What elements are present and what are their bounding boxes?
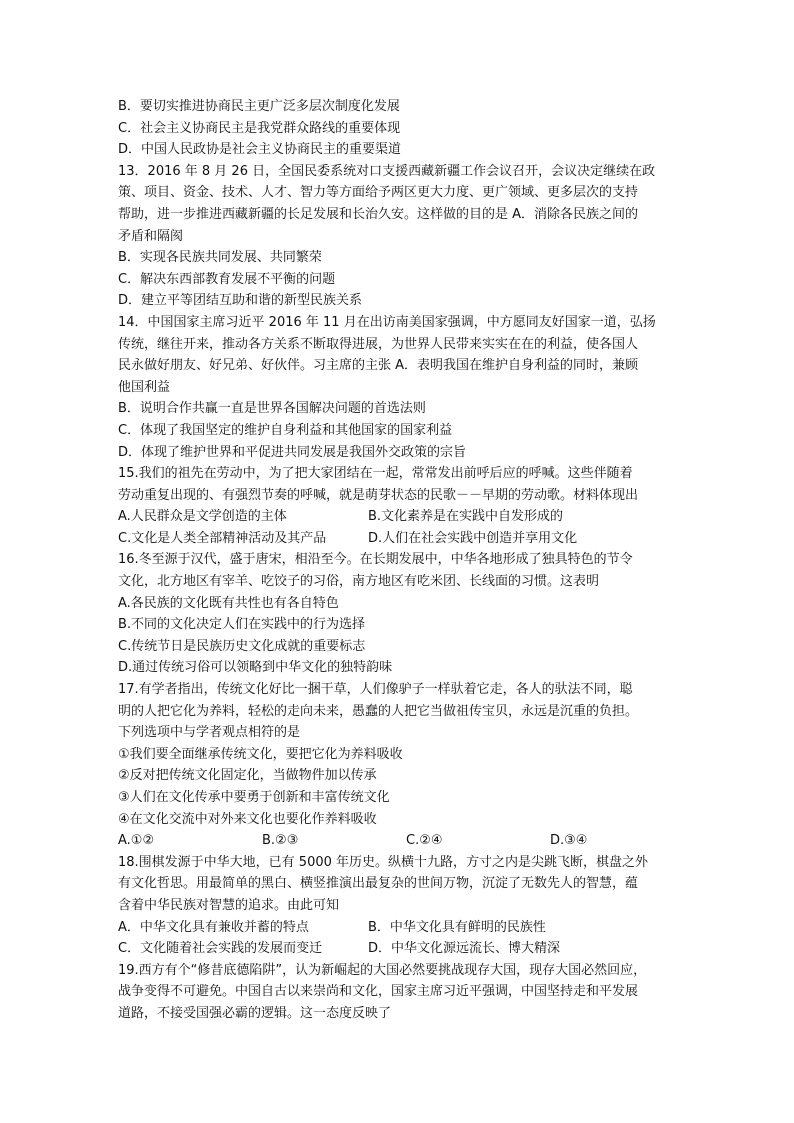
option-c: C．体现了我国坚定的维护自身利益和其他国家的国家利益: [118, 422, 453, 438]
option-c: C．解决东西部教育发展不平衡的问题: [118, 271, 336, 287]
question-stem-line: 18.围棋发源于中华大地，已有 5000 年历史。纵横十九路，方寸之内是尖跳飞断，棋盘之外: [118, 854, 649, 870]
question-stem-line: 传统，继往开来，推动各方关系不断取得进展，为世界人民带来实实在在的利益，使各国人: [118, 336, 639, 352]
option-d: D.人们在社会实践中创造并享用文化: [368, 530, 578, 546]
option-d: D．中国人民政协是社会主义协商民主的重要渠道: [118, 142, 402, 158]
option-d: D．中华文化源远流长、博大精深: [368, 941, 561, 957]
options-row: [118, 938, 678, 960]
option-d: D．体现了维护世界和平促进共同发展是我国外交政策的宗旨: [118, 444, 467, 460]
question-19: [118, 960, 678, 1025]
question-stem-line: 15.我们的祖先在劳动中，为了把大家团结在一起，常常发出前呼后应的呼喊。这些伴随着: [118, 466, 633, 482]
option-a: A.人民群众是文学创造的主体: [118, 509, 287, 525]
statement-4: ④在文化交流中对外来文化也要化作养料吸收: [118, 811, 377, 827]
options-row: [118, 506, 678, 528]
option-c: C．社会主义协商民主是我党群众路线的重要体现: [118, 120, 401, 136]
question-stem-line: 道路，不接受国强必霸的逻辑。这一态度反映了: [118, 1005, 392, 1021]
question-17: [118, 679, 678, 852]
question-stem-line: 战争变得不可避免。中国自古以来崇尚和文化，国家主席习近平强调，中国坚持走和平发展: [118, 984, 639, 1000]
question-14: [118, 312, 678, 463]
option-b: B.不同的文化决定人们在实践中的行为选择: [118, 617, 366, 633]
question-stem-line: 民永做好朋友、好兄弟、好伙伴。习主席的主张 A．表明我国在维护自身利益的同时，兼顾: [118, 358, 639, 374]
question-stem-line: 帮助，进一步推进西藏新疆的长足发展和长治久安。这样做的目的是 A．消除各民族之间的: [118, 206, 639, 222]
statement-1: ①我们要全面继承传统文化，要把它化为养料吸收: [118, 746, 403, 762]
option-b: B．说明合作共赢一直是世界各国解决问题的首选法则: [118, 401, 426, 417]
option-a: A．中华文化具有兼收并蓄的特点: [118, 919, 309, 935]
option-b: B．要切实推进协商民主更广泛多层次制度化发展: [118, 99, 400, 114]
question-stem-line: 策、项目、资金、技术、人才、智力等方面给予两区更大力度、更广领域、更多层次的支持: [118, 185, 639, 201]
question-18: [118, 852, 678, 960]
question-stem-line: 文化，北方地区有宰羊、吃饺子的习俗，南方地区有吃米团、长线面的习惯。这表明: [118, 574, 600, 590]
question-stem-line: 19.西方有个“修昔底德陷阱”，认为新崛起的大国必然要挑战现存大国，现存大国必然回应，: [118, 962, 647, 978]
option-a: A.各民族的文化既有共性也有各自特色: [118, 595, 339, 611]
option-d: D．建立平等团结互助和谐的新型民族关系: [118, 293, 363, 309]
question-stem-line: 明的人把它化为养料，轻松的走向未来，愚蠢的人把它当做祖传宝贝，永远是沉重的负担。: [118, 703, 639, 719]
question-stem-line: 17.有学者指出，传统文化好比一捆干草，人们像驴子一样驮着它走，各人的驮法不同，聪: [118, 682, 633, 698]
options-row: [118, 830, 678, 852]
statement-2: ②反对把传统文化固定化，当做物件加以传承: [118, 768, 377, 784]
question-stem-line: 14．中国国家主席习近平 2016 年 11 月在出访南美国家强调，中方愿同友好国家一道，弘扬: [118, 314, 656, 330]
option-b: B.文化素养是在实践中自发形成的: [368, 509, 564, 525]
option-c: C.文化是人类全部精神活动及其产品: [118, 530, 327, 546]
option-c: C．文化随着社会实践的发展而变迁: [118, 941, 323, 957]
option-d: D.③④: [550, 833, 588, 849]
statement-3: ③人们在文化传承中要勇于创新和丰富传统文化: [118, 790, 390, 805]
question-stem-line: 他国利益: [118, 379, 171, 395]
option-b: B．中华文化具有鲜明的民族性: [368, 919, 546, 935]
question-16: [118, 549, 678, 679]
question-13: [118, 161, 678, 312]
options-row: [118, 528, 678, 550]
options-row: [118, 917, 678, 939]
question-15: [118, 463, 678, 549]
question-stem-line: 劳动重复出现的、有强烈节奏的呼喊，就是萌芽状态的民歌－－早期的劳动歌。材料体现出: [118, 487, 639, 503]
question-stem-line: 含着中华民族对智慧的追求。由此可知: [118, 897, 340, 913]
question-12-options: [118, 96, 678, 161]
option-d: D.通过传统习俗可以领略到中华文化的独特韵味: [118, 660, 393, 676]
option-c: C.传统节日是民族历史文化成就的重要标志: [118, 638, 366, 654]
question-stem-line: 有文化哲思。用最简单的黑白、横竖推演出最复杂的世间万物，沉淀了无数先人的智慧，蕴: [118, 876, 639, 892]
option-b: B.②③: [262, 833, 299, 849]
exam-page: [118, 96, 678, 1025]
question-stem-line: 13．2016 年 8 月 26 日，全国民委系统对口支援西藏新疆工作会议召开，会议决定继续在政: [118, 163, 656, 179]
option-c: C.②④: [406, 833, 443, 849]
question-stem-line: 16.冬至源于汉代，盛于唐宋，相沿至今。在长期发展中，中华各地形成了独具特色的节令: [118, 552, 633, 568]
question-stem-line: 下列选项中与学者观点相符的是: [118, 725, 301, 741]
option-a: A.①②: [118, 833, 155, 849]
question-stem-line: 矛盾和隔阂: [118, 228, 184, 244]
option-b: B．实现各民族共同发展、共同繁荣: [118, 250, 322, 266]
